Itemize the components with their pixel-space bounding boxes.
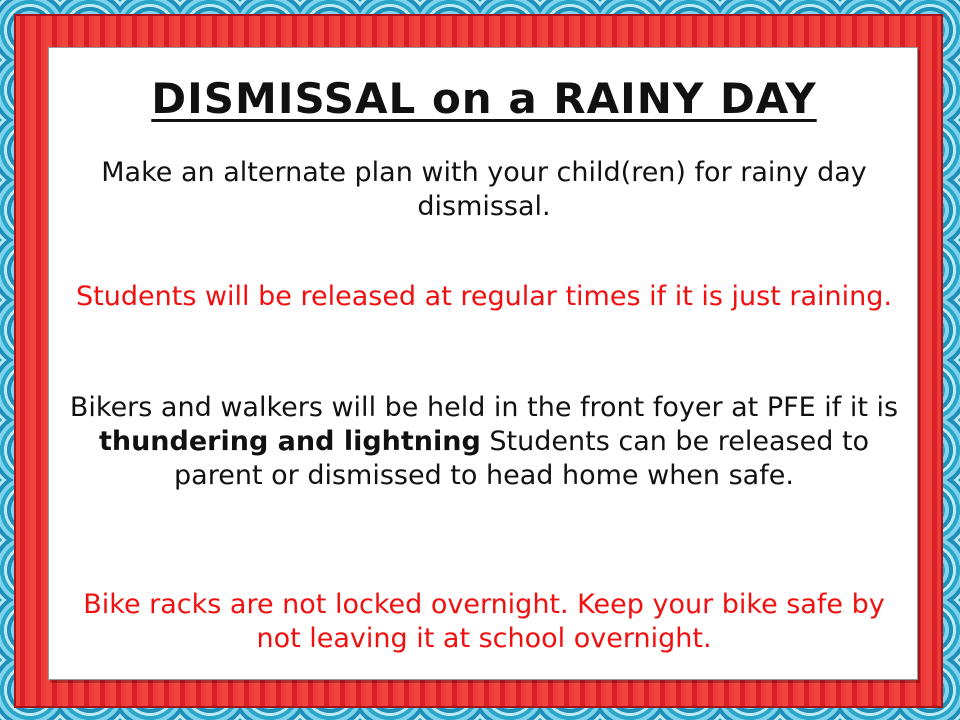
bike-rack-warning-text: Bike racks are not locked overnight. Keep your bike safe by not leaving it at school overnight. bbox=[83, 589, 885, 654]
bikers-text-part1: Bikers and walkers will be held in the front foyer at PFE if it is bbox=[69, 392, 899, 423]
bikers-walkers-text bbox=[69, 391, 899, 493]
content-panel bbox=[48, 47, 918, 680]
slide-title: DISMISSAL on a RAINY DAY bbox=[151, 74, 817, 123]
bikers-text-part2: Students can be released to parent or dismissed to head home when safe. bbox=[174, 426, 870, 491]
alternate-plan-text: Make an alternate plan with your child(ren) for rainy day dismissal. bbox=[101, 157, 867, 222]
thunder-lightning-emphasis: thundering and lightning bbox=[98, 426, 481, 457]
regular-release-text: Students will be released at regular times if it is just raining. bbox=[76, 281, 892, 312]
